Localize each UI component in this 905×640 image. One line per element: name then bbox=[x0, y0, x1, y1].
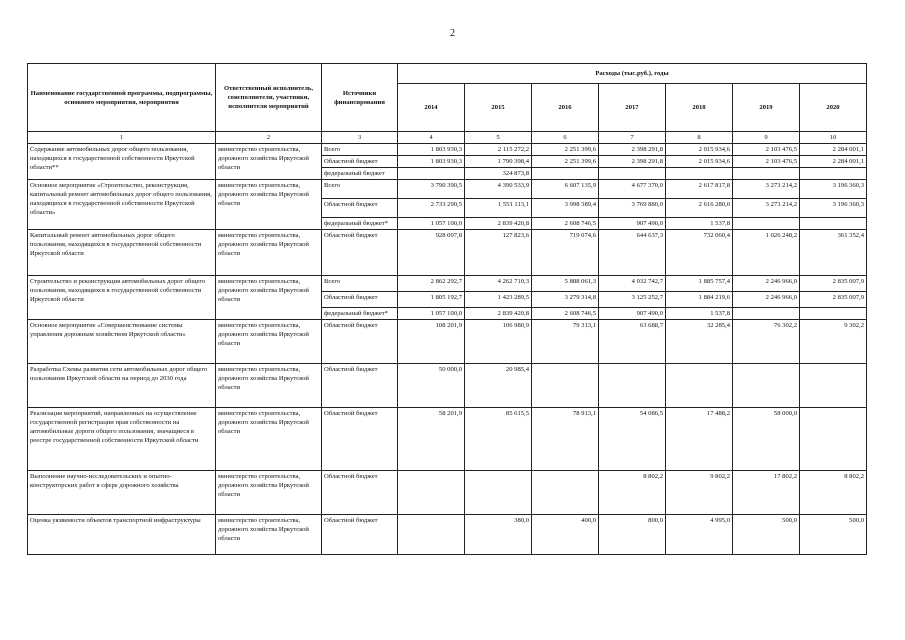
row-value: 2 103 476,5 bbox=[733, 144, 800, 156]
row-value bbox=[398, 515, 465, 555]
table-row bbox=[28, 276, 867, 292]
header-name: Наименование государственной программы, подпрограммы, основного мероприятия, мероприятия bbox=[28, 64, 216, 132]
row-value: 2 251 399,6 bbox=[532, 144, 599, 156]
header-executor: Ответственный исполнитель, соисполнители, участники, исполнители мероприятий bbox=[216, 64, 322, 132]
row-value: 3 125 252,7 bbox=[599, 292, 666, 308]
row-value: 2 733 290,5 bbox=[398, 199, 465, 218]
budget-table bbox=[27, 63, 867, 555]
row-value: 2 862 292,7 bbox=[398, 276, 465, 292]
row-value bbox=[800, 408, 867, 471]
year-header: 2015 bbox=[465, 84, 532, 132]
row-source: Областной бюджет bbox=[322, 292, 398, 308]
row-value: 2 246 966,0 bbox=[733, 276, 800, 292]
row-value: 2 616 280,0 bbox=[666, 199, 733, 218]
row-value bbox=[733, 308, 800, 320]
row-value: 78 913,1 bbox=[532, 408, 599, 471]
row-value: 8 802,2 bbox=[800, 471, 867, 515]
row-value: 324 873,8 bbox=[465, 168, 532, 180]
row-value: 500,0 bbox=[733, 515, 800, 555]
row-value: 2 015 934,6 bbox=[666, 144, 733, 156]
column-number: 6 bbox=[532, 132, 599, 144]
row-executor: министерство строительства, дорожного хозяйства Иркутской области bbox=[216, 408, 322, 471]
row-value bbox=[733, 364, 800, 408]
header-source: Источники финансирования bbox=[322, 64, 398, 132]
row-source: Областной бюджет bbox=[322, 471, 398, 515]
row-value bbox=[666, 364, 733, 408]
row-value bbox=[599, 168, 666, 180]
row-value: 8 802,2 bbox=[599, 471, 666, 515]
row-executor: министерство строительства, дорожного хозяйства Иркутской области bbox=[216, 180, 322, 230]
row-value: 2 103 476,5 bbox=[733, 156, 800, 168]
row-value: 1 537,8 bbox=[666, 308, 733, 320]
table-row bbox=[28, 408, 867, 471]
row-name: Оценка уязвимости объектов транспортной инфраструктуры bbox=[28, 515, 216, 555]
header-expenses: Расходы (тыс.руб.), годы bbox=[398, 64, 867, 84]
row-name: Капитальный ремонт автомобильных дорог общего пользования, находящихся в государственной собственности Иркутской области bbox=[28, 230, 216, 276]
row-value: 4 677 370,0 bbox=[599, 180, 666, 199]
row-value: 1 057 100,0 bbox=[398, 308, 465, 320]
row-value: 2 398 291,8 bbox=[599, 156, 666, 168]
column-number: 9 bbox=[733, 132, 800, 144]
row-value: 361 352,4 bbox=[800, 230, 867, 276]
row-value: 644 637,3 bbox=[599, 230, 666, 276]
year-header: 2014 bbox=[398, 84, 465, 132]
row-value: 2 246 966,0 bbox=[733, 292, 800, 308]
row-value: 2 608 746,5 bbox=[532, 308, 599, 320]
row-value: 63 688,7 bbox=[599, 320, 666, 364]
row-name: Содержание автомобильных дорог общего пользования, находящихся в государственной собственности Иркутской области** bbox=[28, 144, 216, 180]
row-name: Выполнение научно-исследовательских и опытно-конструкторских работ в сфере дорожного хозяйства bbox=[28, 471, 216, 515]
row-source: Областной бюджет bbox=[322, 230, 398, 276]
row-value bbox=[532, 471, 599, 515]
row-value: 1 803 930,3 bbox=[398, 144, 465, 156]
row-name: Реализация мероприятий, направленных на осуществление государственной регистрации прав собственности на автомобильные дороги общего пользования, значащиеся в реестре государственной собственности Иркутской области bbox=[28, 408, 216, 471]
table-row bbox=[28, 364, 867, 408]
row-value: 907 490,0 bbox=[599, 218, 666, 230]
row-value: 2 835 007,9 bbox=[800, 276, 867, 292]
row-value bbox=[733, 168, 800, 180]
table-row bbox=[28, 180, 867, 199]
row-source: Всего bbox=[322, 276, 398, 292]
row-value: 1 423 289,5 bbox=[465, 292, 532, 308]
row-source: Областной бюджет bbox=[322, 199, 398, 218]
row-value bbox=[800, 168, 867, 180]
table-row bbox=[28, 230, 867, 276]
row-value: 1 790 398,4 bbox=[465, 156, 532, 168]
row-value: 2 839 420,8 bbox=[465, 218, 532, 230]
row-value: 732 060,4 bbox=[666, 230, 733, 276]
row-value: 1 057 100,0 bbox=[398, 218, 465, 230]
row-value: 4 032 742,7 bbox=[599, 276, 666, 292]
row-value: 2 251 399,6 bbox=[532, 156, 599, 168]
row-source: Областной бюджет bbox=[322, 515, 398, 555]
row-value: 17 802,2 bbox=[733, 471, 800, 515]
year-header: 2019 bbox=[733, 84, 800, 132]
row-value bbox=[666, 168, 733, 180]
row-value bbox=[465, 471, 532, 515]
row-value: 1 551 113,1 bbox=[465, 199, 532, 218]
row-value: 500,0 bbox=[800, 515, 867, 555]
row-executor: министерство строительства, дорожного хозяйства Иркутской области bbox=[216, 364, 322, 408]
row-value bbox=[599, 364, 666, 408]
row-value: 3 196 360,3 bbox=[800, 180, 867, 199]
row-value: 2 839 420,8 bbox=[465, 308, 532, 320]
row-value: 1 026 248,2 bbox=[733, 230, 800, 276]
row-value: 4 262 710,3 bbox=[465, 276, 532, 292]
row-source: Областной бюджет bbox=[322, 320, 398, 364]
row-value: 1 884 219,6 bbox=[666, 292, 733, 308]
row-source: Областной бюджет bbox=[322, 408, 398, 471]
row-value bbox=[800, 364, 867, 408]
row-value: 127 823,6 bbox=[465, 230, 532, 276]
row-value: 3 790 390,5 bbox=[398, 180, 465, 199]
year-header: 2016 bbox=[532, 84, 599, 132]
row-value: 50 000,0 bbox=[398, 364, 465, 408]
row-executor: министерство строительства, дорожного хозяйства Иркутской области bbox=[216, 230, 322, 276]
row-value: 2 115 272,2 bbox=[465, 144, 532, 156]
row-source: федеральный бюджет* bbox=[322, 308, 398, 320]
row-value: 58 000,0 bbox=[733, 408, 800, 471]
row-value: 3 273 214,2 bbox=[733, 180, 800, 199]
column-number: 3 bbox=[322, 132, 398, 144]
row-name: Разработка Схемы развития сети автомобильных дорог общего пользования Иркутской области на период до 2030 года bbox=[28, 364, 216, 408]
row-value bbox=[532, 168, 599, 180]
row-value: 400,0 bbox=[532, 515, 599, 555]
row-value: 6 607 135,9 bbox=[532, 180, 599, 199]
column-number: 4 bbox=[398, 132, 465, 144]
row-value: 3 279 314,8 bbox=[532, 292, 599, 308]
year-header: 2018 bbox=[666, 84, 733, 132]
row-name: Строительство и реконструкция автомобильных дорог общего пользования, находящихся в государственной собственности Иркутской области bbox=[28, 276, 216, 320]
row-value: 719 074,6 bbox=[532, 230, 599, 276]
column-number: 10 bbox=[800, 132, 867, 144]
year-header: 2017 bbox=[599, 84, 666, 132]
row-value: 2 284 001,1 bbox=[800, 156, 867, 168]
row-value: 5 888 061,3 bbox=[532, 276, 599, 292]
row-value: 1 885 757,4 bbox=[666, 276, 733, 292]
row-value: 79 313,1 bbox=[532, 320, 599, 364]
row-source: Областной бюджет bbox=[322, 156, 398, 168]
column-number-row bbox=[28, 132, 867, 144]
row-value bbox=[398, 168, 465, 180]
row-value bbox=[733, 218, 800, 230]
column-number: 7 bbox=[599, 132, 666, 144]
row-value: 3 273 214,2 bbox=[733, 199, 800, 218]
row-value: 1 803 930,3 bbox=[398, 156, 465, 168]
table-row bbox=[28, 144, 867, 156]
row-value: 3 769 880,0 bbox=[599, 199, 666, 218]
column-number: 5 bbox=[465, 132, 532, 144]
table-row bbox=[28, 471, 867, 515]
page-number: 2 bbox=[450, 28, 455, 39]
row-value: 2 284 001,1 bbox=[800, 144, 867, 156]
row-executor: министерство строительства, дорожного хозяйства Иркутской области bbox=[216, 276, 322, 320]
row-value: 85 615,5 bbox=[465, 408, 532, 471]
row-name: Основное мероприятие «Совершенствование системы управления дорожным хозяйством Иркутской области» bbox=[28, 320, 216, 364]
row-source: Областной бюджет bbox=[322, 364, 398, 408]
row-value: 108 201,9 bbox=[398, 320, 465, 364]
year-header: 2020 bbox=[800, 84, 867, 132]
row-value: 800,0 bbox=[599, 515, 666, 555]
row-source: Всего bbox=[322, 144, 398, 156]
row-value: 380,0 bbox=[465, 515, 532, 555]
row-value: 1 537,8 bbox=[666, 218, 733, 230]
row-value: 3 998 389,4 bbox=[532, 199, 599, 218]
row-value: 76 302,2 bbox=[733, 320, 800, 364]
row-value: 2 398 291,8 bbox=[599, 144, 666, 156]
row-value: 2 608 746,5 bbox=[532, 218, 599, 230]
row-value: 9 802,2 bbox=[666, 471, 733, 515]
row-value: 54 086,5 bbox=[599, 408, 666, 471]
row-name: Основное мероприятие «Строительство, реконструкция, капитальный ремонт автомобильных дорог общего пользования, находящихся в государственной собственности Иркутской области» bbox=[28, 180, 216, 230]
row-executor: министерство строительства, дорожного хозяйства Иркутской области bbox=[216, 515, 322, 555]
row-source: федеральный бюджет bbox=[322, 168, 398, 180]
row-value: 17 488,2 bbox=[666, 408, 733, 471]
table-row bbox=[28, 320, 867, 364]
row-value bbox=[800, 308, 867, 320]
row-executor: министерство строительства, дорожного хозяйства Иркутской области bbox=[216, 144, 322, 180]
row-value: 907 490,0 bbox=[599, 308, 666, 320]
row-value: 1 805 192,7 bbox=[398, 292, 465, 308]
row-value bbox=[398, 471, 465, 515]
row-executor: министерство строительства, дорожного хозяйства Иркутской области bbox=[216, 471, 322, 515]
row-value: 4 390 533,9 bbox=[465, 180, 532, 199]
row-value: 32 285,4 bbox=[666, 320, 733, 364]
column-number: 8 bbox=[666, 132, 733, 144]
row-executor: министерство строительства, дорожного хозяйства Иркутской области bbox=[216, 320, 322, 364]
row-value: 2 617 817,8 bbox=[666, 180, 733, 199]
row-value: 106 980,9 bbox=[465, 320, 532, 364]
row-value: 9 302,2 bbox=[800, 320, 867, 364]
row-value bbox=[800, 218, 867, 230]
column-number: 1 bbox=[28, 132, 216, 144]
row-value: 928 097,8 bbox=[398, 230, 465, 276]
column-number: 2 bbox=[216, 132, 322, 144]
row-source: федеральный бюджет* bbox=[322, 218, 398, 230]
table-row bbox=[28, 515, 867, 555]
row-value: 2 835 007,9 bbox=[800, 292, 867, 308]
row-value: 2 015 934,6 bbox=[666, 156, 733, 168]
row-value: 4 995,0 bbox=[666, 515, 733, 555]
row-value: 58 201,9 bbox=[398, 408, 465, 471]
row-value: 3 196 360,3 bbox=[800, 199, 867, 218]
row-source: Всего bbox=[322, 180, 398, 199]
row-value bbox=[532, 364, 599, 408]
row-value: 20 985,4 bbox=[465, 364, 532, 408]
